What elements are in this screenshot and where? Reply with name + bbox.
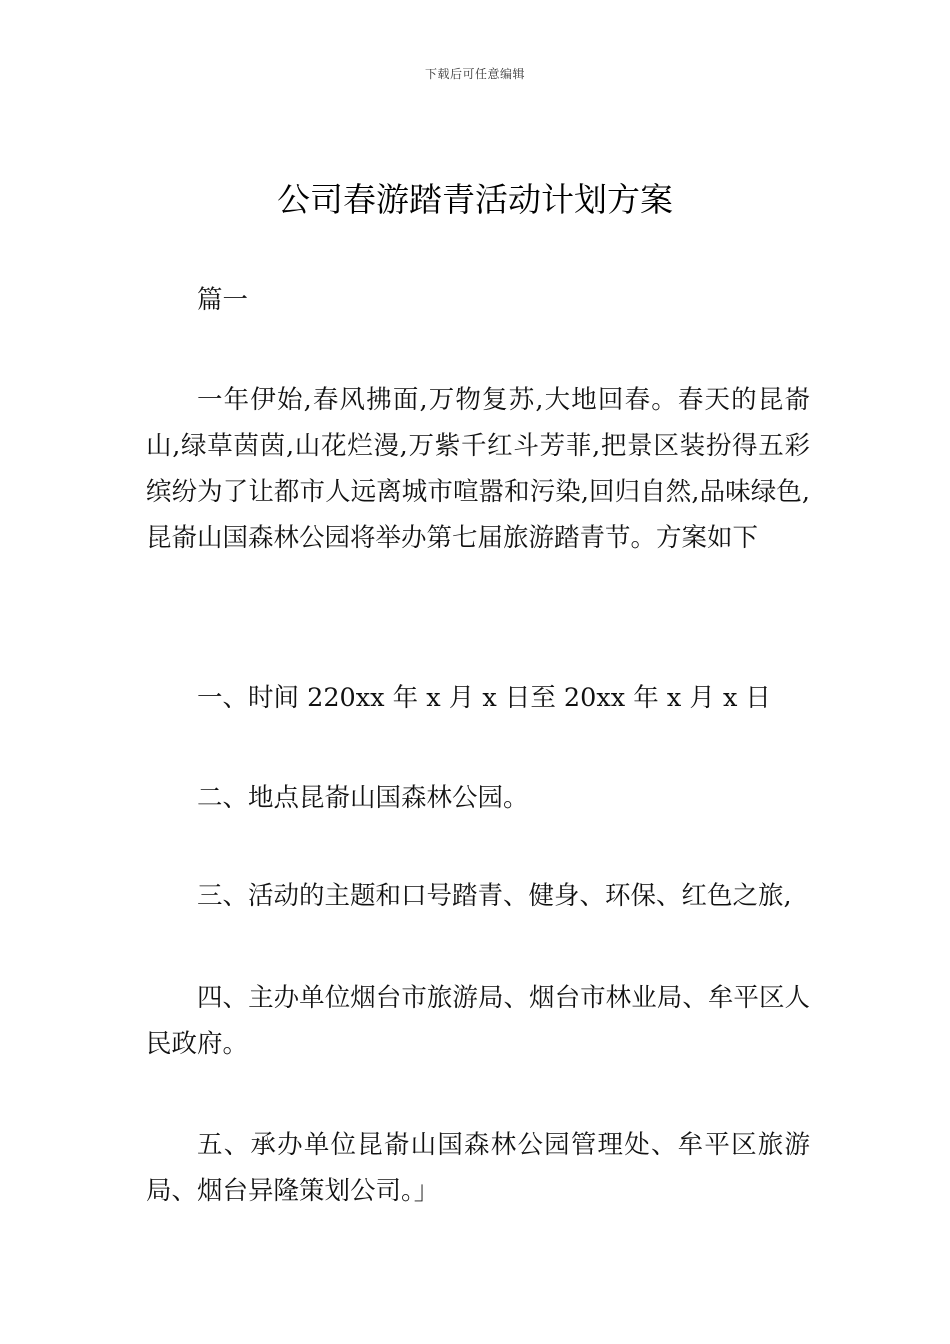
- place-paragraph: 二、地点昆嵛山国森林公园。: [197, 783, 529, 813]
- organizer-paragraph: 五、承办单位昆嵛山国森林公园管理处、牟平区旅游局、烟台异隆策划公司。」: [146, 1130, 810, 1206]
- intro-paragraph: 一年伊始,春风拂面,万物复苏,大地回春。春天的昆嵛山,绿草茵茵,山花烂漫,万紫千红斗芳菲,把景区装扮得五彩缤纷为了让都市人远离城市喧嚣和污染,回归自然,品味绿色,昆嵛山国森林公园将举办第七届旅游踏青节。方案如下: [146, 385, 810, 553]
- section-label: 篇一: [197, 285, 249, 315]
- document-title: 公司春游踏青活动计划方案: [277, 180, 673, 219]
- time-paragraph: 一、时间 220xx 年 x 月 x 日至 20xx 年 x 月 x 日: [197, 683, 771, 713]
- header-note: 下载后可任意编辑: [424, 67, 525, 81]
- host-paragraph: 四、主办单位烟台市旅游局、烟台市林业局、牟平区人民政府。: [146, 983, 810, 1059]
- theme-paragraph: 三、活动的主题和口号踏青、健身、环保、红色之旅,: [197, 881, 792, 911]
